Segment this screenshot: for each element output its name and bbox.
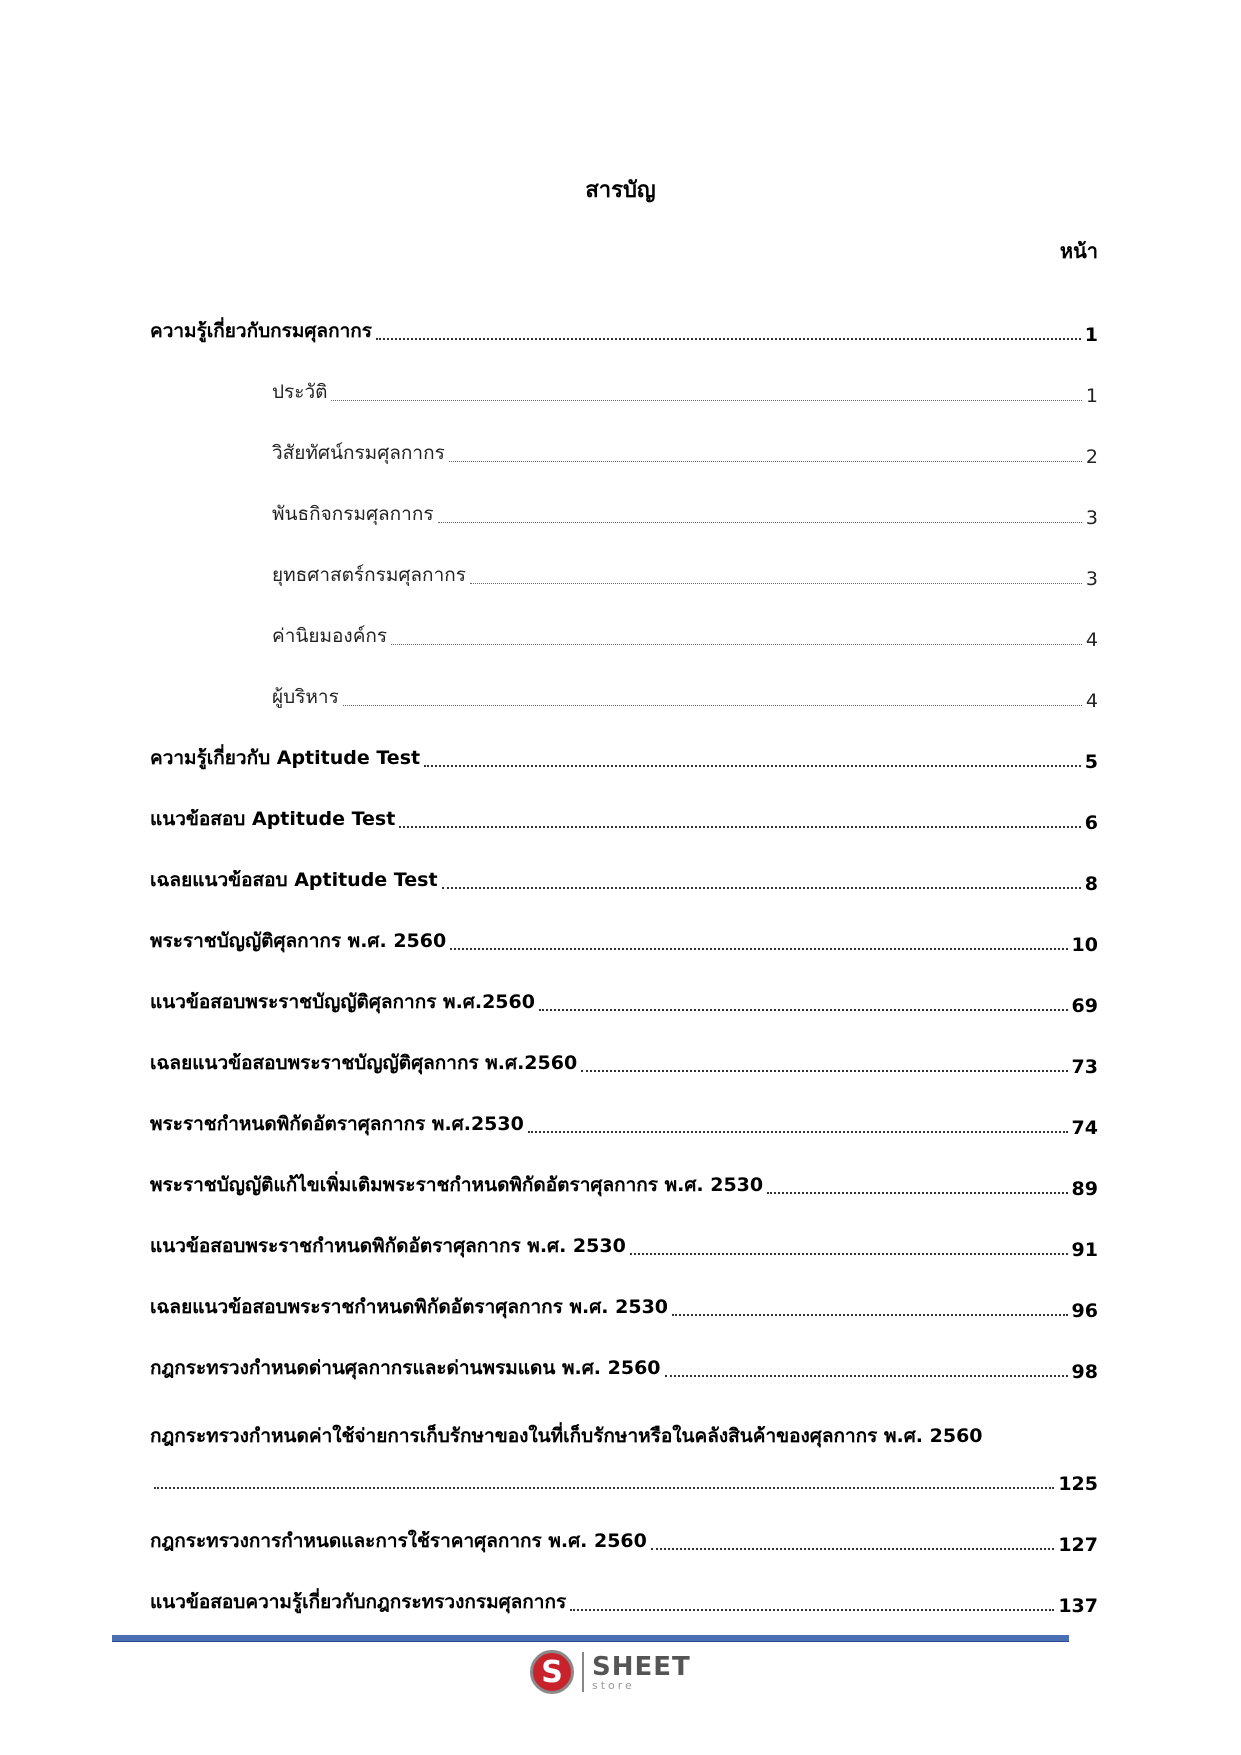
toc-entry[interactable] — [150, 1200, 1098, 1261]
toc-entry-label: พันธกิจกรมศุลกากร — [272, 503, 434, 525]
sheet-store-logo — [530, 1650, 691, 1694]
toc-entry[interactable] — [150, 1017, 1098, 1078]
table-of-contents — [150, 285, 1098, 1617]
toc-entry-page: 1 — [1084, 324, 1098, 346]
toc-entry-label: ผู้บริหาร — [272, 686, 339, 708]
dot-leader — [767, 1191, 1067, 1194]
dot-leader — [581, 1069, 1067, 1072]
dot-leader — [343, 704, 1082, 706]
toc-entry-page: 125 — [1058, 1473, 1098, 1495]
toc-entry-label: เฉลยแนวข้อสอบพระราชกำหนดพิกัดอัตราศุลกากร พ.ศ. 2530 — [150, 1296, 669, 1318]
toc-entry[interactable] — [150, 1421, 1098, 1495]
logo-divider — [582, 1652, 584, 1692]
toc-entry[interactable] — [150, 1322, 1098, 1383]
toc-entry-page: 98 — [1071, 1361, 1098, 1383]
toc-entry-page: 127 — [1058, 1534, 1098, 1556]
dot-leader — [331, 399, 1081, 401]
toc-subentry[interactable] — [150, 651, 1098, 712]
dot-leader — [630, 1252, 1068, 1255]
toc-entry-label: ประวัติ — [272, 381, 328, 403]
toc-entry-page: 5 — [1084, 751, 1098, 773]
toc-entry-page: 6 — [1084, 812, 1098, 834]
logo-s-icon: S — [530, 1650, 574, 1694]
toc-entry-page: 89 — [1071, 1178, 1098, 1200]
dot-leader — [449, 460, 1082, 462]
dot-leader — [665, 1374, 1068, 1377]
toc-entry-label: แนวข้อสอบพระราชบัญญัติศุลกากร พ.ศ.2560 — [150, 991, 535, 1013]
toc-entry-page: 137 — [1058, 1595, 1098, 1617]
toc-entry-label: แนวข้อสอบ Aptitude Test — [150, 808, 396, 830]
toc-entry-page: 4 — [1085, 629, 1098, 651]
toc-entry-label: กฎกระทรวงกำหนดค่าใช้จ่ายการเก็บรักษาของในที่เก็บรักษาหรือในคลังสินค้าของศุลกากร พ.ศ. 2560 — [150, 1425, 983, 1447]
toc-entry[interactable] — [150, 834, 1098, 895]
footer-divider — [112, 1635, 1069, 1642]
toc-entry-page: 1 — [1085, 385, 1098, 407]
toc-entry-page: 74 — [1071, 1117, 1098, 1139]
toc-subentry[interactable] — [150, 346, 1098, 407]
logo-name: SHEET — [592, 1651, 691, 1682]
logo-sub: store — [592, 1678, 635, 1692]
toc-entry-page: 91 — [1071, 1239, 1098, 1261]
toc-subentry[interactable] — [150, 468, 1098, 529]
toc-entry-continuation — [150, 1451, 1098, 1495]
dot-leader — [154, 1486, 1054, 1489]
toc-entry-label: แนวข้อสอบความรู้เกี่ยวกับกฎกระทรวงกรมศุลกากร — [150, 1591, 567, 1613]
toc-entry[interactable] — [150, 1139, 1098, 1200]
toc-entry-page: 10 — [1071, 934, 1098, 956]
toc-entry-label: ความรู้เกี่ยวกับกรมศุลกากร — [150, 320, 372, 342]
toc-entry[interactable] — [150, 285, 1098, 346]
dot-leader — [528, 1130, 1068, 1133]
toc-entry-label: เฉลยแนวข้อสอบพระราชบัญญัติศุลกากร พ.ศ.2560 — [150, 1052, 578, 1074]
toc-entry[interactable] — [150, 1495, 1098, 1556]
dot-leader — [672, 1313, 1068, 1316]
toc-entry-label: กฎกระทรวงกำหนดด่านศุลกากรและด่านพรมแดน พ.ศ. 2560 — [150, 1357, 661, 1379]
toc-entry-page: 2 — [1085, 446, 1098, 468]
toc-entry[interactable] — [150, 895, 1098, 956]
toc-entry[interactable] — [150, 1261, 1098, 1322]
toc-entry-label: พระราชกำหนดพิกัดอัตราศุลกากร พ.ศ.2530 — [150, 1113, 524, 1135]
dot-leader — [424, 764, 1081, 767]
dot-leader — [391, 643, 1082, 645]
dot-leader — [438, 521, 1082, 523]
dot-leader — [450, 947, 1067, 950]
toc-entry-label: ค่านิยมองค์กร — [272, 625, 388, 647]
toc-title: สารบัญ — [585, 178, 656, 203]
toc-entry-label: ความรู้เกี่ยวกับ Aptitude Test — [150, 747, 421, 769]
dot-leader — [442, 886, 1081, 889]
toc-entry-page: 4 — [1085, 690, 1098, 712]
toc-entry-page: 96 — [1071, 1300, 1098, 1322]
toc-entry-label: เฉลยแนวข้อสอบ Aptitude Test — [150, 869, 438, 891]
toc-entry-page: 69 — [1071, 995, 1098, 1017]
toc-subentry[interactable] — [150, 407, 1098, 468]
toc-entry-page: 3 — [1085, 507, 1098, 529]
toc-entry[interactable] — [150, 712, 1098, 773]
dot-leader — [651, 1547, 1054, 1550]
toc-entry-page: 3 — [1085, 568, 1098, 590]
dot-leader — [376, 337, 1081, 340]
dot-leader — [570, 1608, 1054, 1611]
toc-entry[interactable] — [150, 1078, 1098, 1139]
logo-wordmark — [592, 1651, 691, 1692]
toc-entry-label: ยุทธศาสตร์กรมศุลกากร — [272, 564, 466, 586]
dot-leader — [470, 582, 1082, 584]
toc-entry-label: กฎกระทรวงการกำหนดและการใช้ราคาศุลกากร พ.ศ. 2560 — [150, 1530, 647, 1552]
toc-subentry[interactable] — [150, 529, 1098, 590]
page-column-header: หน้า — [1059, 239, 1098, 263]
toc-subentry[interactable] — [150, 590, 1098, 651]
toc-entry-label: วิสัยทัศน์กรมศุลกากร — [272, 442, 445, 464]
toc-entry-page: 73 — [1071, 1056, 1098, 1078]
toc-entry[interactable] — [150, 1556, 1098, 1617]
toc-entry-label: พระราชบัญญัติแก้ไขเพิ่มเติมพระราชกำหนดพิกัดอัตราศุลกากร พ.ศ. 2530 — [150, 1174, 764, 1196]
toc-entry-label: พระราชบัญญัติศุลกากร พ.ศ. 2560 — [150, 930, 447, 952]
toc-entry-label: แนวข้อสอบพระราชกำหนดพิกัดอัตราศุลกากร พ.ศ. 2530 — [150, 1235, 626, 1257]
toc-entry[interactable] — [150, 956, 1098, 1017]
dot-leader — [539, 1008, 1068, 1011]
toc-entry[interactable] — [150, 773, 1098, 834]
dot-leader — [399, 825, 1080, 828]
toc-entry-page: 8 — [1084, 873, 1098, 895]
